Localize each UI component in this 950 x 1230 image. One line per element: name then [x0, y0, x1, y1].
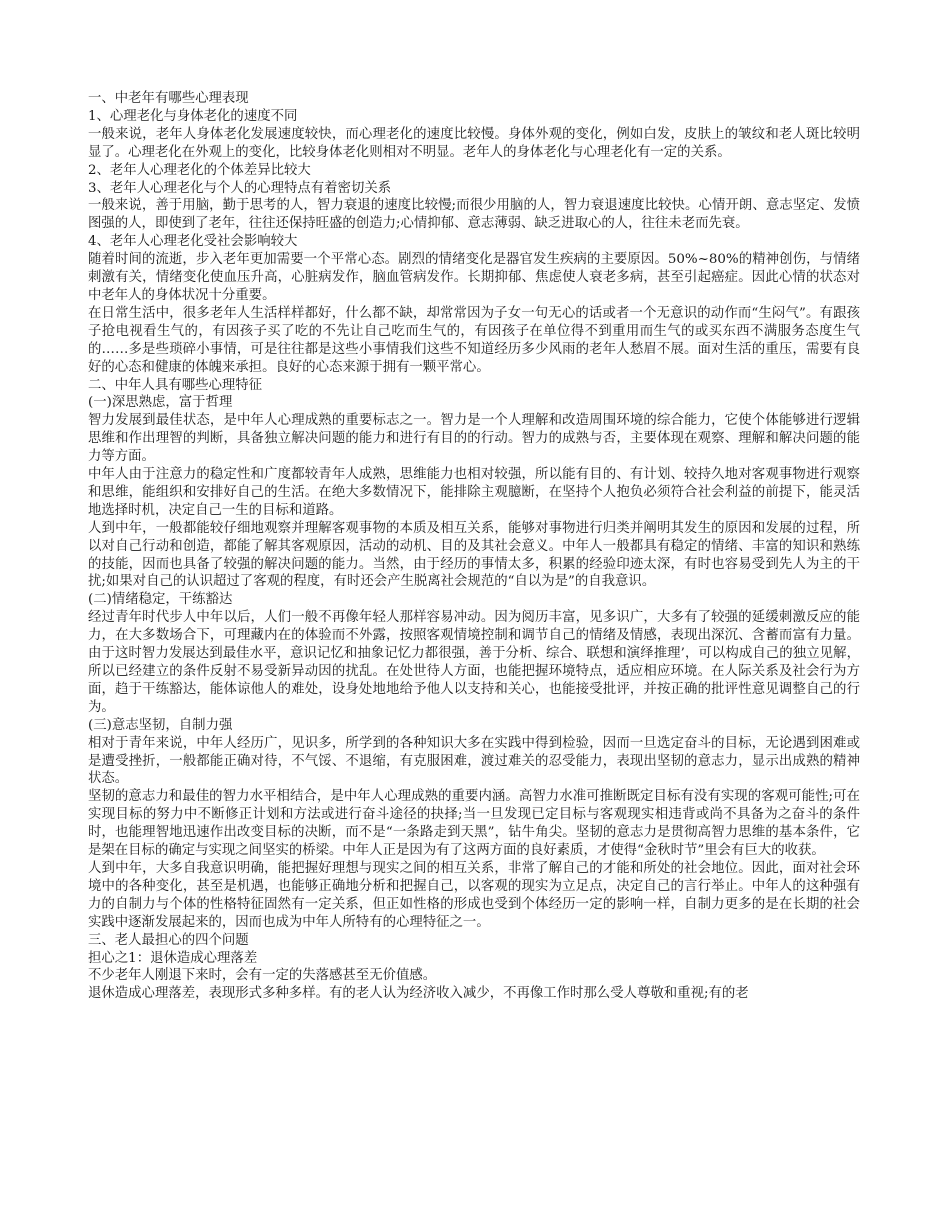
- heading-section-3: 三、老人最担心的四个问题: [88, 932, 249, 948]
- paragraph: 在日常生活中，很多老年人生活样样都好，什么都不缺，却常常因为子女一句无心的话或者一个无意识的动作而“生闷气”。有跟孩子抢电视看生气的，有因孩子买了吃的不先让自己吃而生气的，有因孩子在单位得不到重用而生气的或买东西不满服务态度生气的……多是些琐碎小事情，可是往往都是这些小事情我们这些不知道经历多少风雨的老年人愁眉不展。面对生活的重压，需要有良好的心态和健康的体魄来承担。良好的心态来源于拥有一颗平常心。: [88, 305, 860, 375]
- subheading-3: 3、老年人心理老化与个人的心理特点有着密切关系: [88, 180, 392, 196]
- heading-section-1: 一、中老年有哪些心理表现: [88, 91, 249, 106]
- subheading-1: 1、心理老化与身体老化的速度不同: [88, 108, 298, 124]
- heading-section-2: 二、中年人具有哪些心理特征: [88, 377, 263, 393]
- subheading-worry-1: 担心之1：退休造成心理落差: [88, 950, 258, 966]
- subheading-emotion: (二)情绪稳定，干练豁达: [88, 592, 233, 608]
- paragraph: 经过青年时代步人中年以后，人们一般不再像年轻人那样容易冲动。因为阅历丰富，见多识广，大多有了较强的延缓刺激反应的能力，在大多数场合下，可理藏内在的体验而不外露，按照客观情境控制和调节自己的情绪及情感，表现出深沉、含蓄而富有力量。由于这时智力发展达到最佳水平，意识记忆和抽象记忆力都很强，善于分析、综合、联想和演绎推理’，可以构成自己的独立见解，所以已经建立的条件反射不易受新异动因的扰乱。在处世待人方面，也能把握环境特点，适应相应环境。在人际关系及社会行为方面，趋于干练豁达，能体谅他人的难处，设身处地地给予他人以支持和关心，也能接受批评，并按正确的批评性意见调整自己的行为。: [88, 610, 860, 715]
- paragraph: 一般来说，老年人身体老化发展速度较快，而心理老化的速度比较慢。身体外观的变化，例如白发，皮肤上的皱纹和老人斑比较明显了。心理老化在外观上的变化，比较身体老化则相对不明显。老年人的身体老化与心理老化有一定的关系。: [88, 126, 860, 160]
- subheading-4: 4、老年人心理老化受社会影响较大: [88, 234, 298, 250]
- document-body: [88, 90, 860, 1003]
- paragraph: 随着时间的流逝，步入老年更加需要一个平常心态。剧烈的情绪变化是器官发生疾病的主要原因。50%~80%的精神创伤，与情绪刺激有关，情绪变化使血压升高，心脏病发作，脑血管病发作。长期抑郁、焦虑使人衰老多病，甚至引起癌症。因此心情的状态对中老年人的身体状况十分重要。: [88, 252, 860, 303]
- paragraph: 中年人由于注意力的稳定性和广度都较青年人成熟，思维能力也相对较强，所以能有目的、有计划、较持久地对客观事物进行观察和思维，能组织和安排好自己的生活。在绝大多数情况下，能排除主观臆断，在坚持个人抱负必须符合社会利益的前提下，能灵活地选择时机，决定自己一生的目标和道路。: [88, 467, 860, 518]
- paragraph: 一般来说，善于用脑，勤于思考的人，智力衰退的速度比较慢;而很少用脑的人，智力衰退速度比较快。心情开朗、意志坚定、发愤图强的人，即使到了老年，往往还保持旺盛的创造力;心情抑郁、意志薄弱、缺乏进取心的人，往往未老而先衰。: [88, 198, 860, 232]
- paragraph: 不少老年人刚退下来时，会有一定的失落感甚至无价值感。: [88, 968, 437, 984]
- paragraph: 人到中年，大多自我意识明确，能把握好理想与现实之间的相互关系，非常了解自己的才能和所处的社会地位。因此，面对社会环境中的各种变化，甚至是机遇，也能够正确地分析和把握自己，以客观的现实为立足点，决定自己的言行举止。中年人的这种强有力的自制力与个体的性格特征固然有一定关系，但正如性格的形成也受到个体经历一定的影响一样，自制力更多的是在长期的社会实践中逐渐发展起来的，因而也成为中年人所特有的心理特征之一。: [88, 860, 860, 930]
- paragraph: 人到中年，一般都能较仔细地观察并理解客观事物的本质及相互关系，能够对事物进行归类并阐明其发生的原因和发展的过程，所以对自己行动和创造，都能了解其客观原因，活动的动机、目的及其社会意义。中年人一般都具有稳定的情绪、丰富的知识和熟练的技能，因而也具备了较强的解决问题的能力。当然，由于经历的事情太多，积累的经验印迹太深，有时也容易受到先人为主的干扰;如果对自己的认识超过了客观的程度，有时还会产生脱离社会规范的“自以为是”的自我意识。: [88, 520, 860, 590]
- subheading-deliberate: (一)深思熟虑，富于哲理: [88, 395, 233, 411]
- paragraph: 智力发展到最佳状态，是中年人心理成熟的重要标志之一。智力是一个人理解和改造周围环境的综合能力，它使个体能够进行逻辑思维和作出理智的判断，具备独立解决问题的能力和进行有目的的行动。智力的成熟与否，主要体现在观察、理解和解决问题的能力等方面。: [88, 413, 860, 465]
- paragraph: 坚韧的意志力和最佳的智力水平相结合，是中年人心理成熟的重要内涵。高智力水准可推断既定目标有没有实现的客观可能性;可在实现目标的努力中不断修正计划和方法或进行奋斗途径的抉择;当一旦发现已定目标与客观现实相违背或尚不具备为之奋斗的条件时，也能理智地迅速作出改变目标的决断，而不是“一条路走到天黑”，钻牛角尖。坚韧的意志力是贯彻高智力思维的基本条件，它是架在目标的确定与实现之间坚实的桥梁。中年人正是因为有了这两方面的良好素质，才使得“金秋时节”里会有巨大的收获。: [88, 789, 860, 859]
- subheading-2: 2、老年人心理老化的个体差异比较大: [88, 162, 311, 178]
- paragraph: 相对于青年来说，中年人经历广，见识多，所学到的各种知识大多在实践中得到检验，因而一旦选定奋斗的目标，无论遇到困难或是遭受挫折，一般都能正确对待，不气馁、不退缩，有克服困难，渡过难关的忍受能力，表现出坚韧的意志力，显示出成熟的精神状态。: [88, 735, 860, 787]
- paragraph: 退休造成心理落差，表现形式多种多样。有的老人认为经济收入减少，不再像工作时那么受人尊敬和重视;有的老: [88, 986, 749, 1002]
- subheading-willpower: (三)意志坚韧，自制力强: [88, 717, 233, 733]
